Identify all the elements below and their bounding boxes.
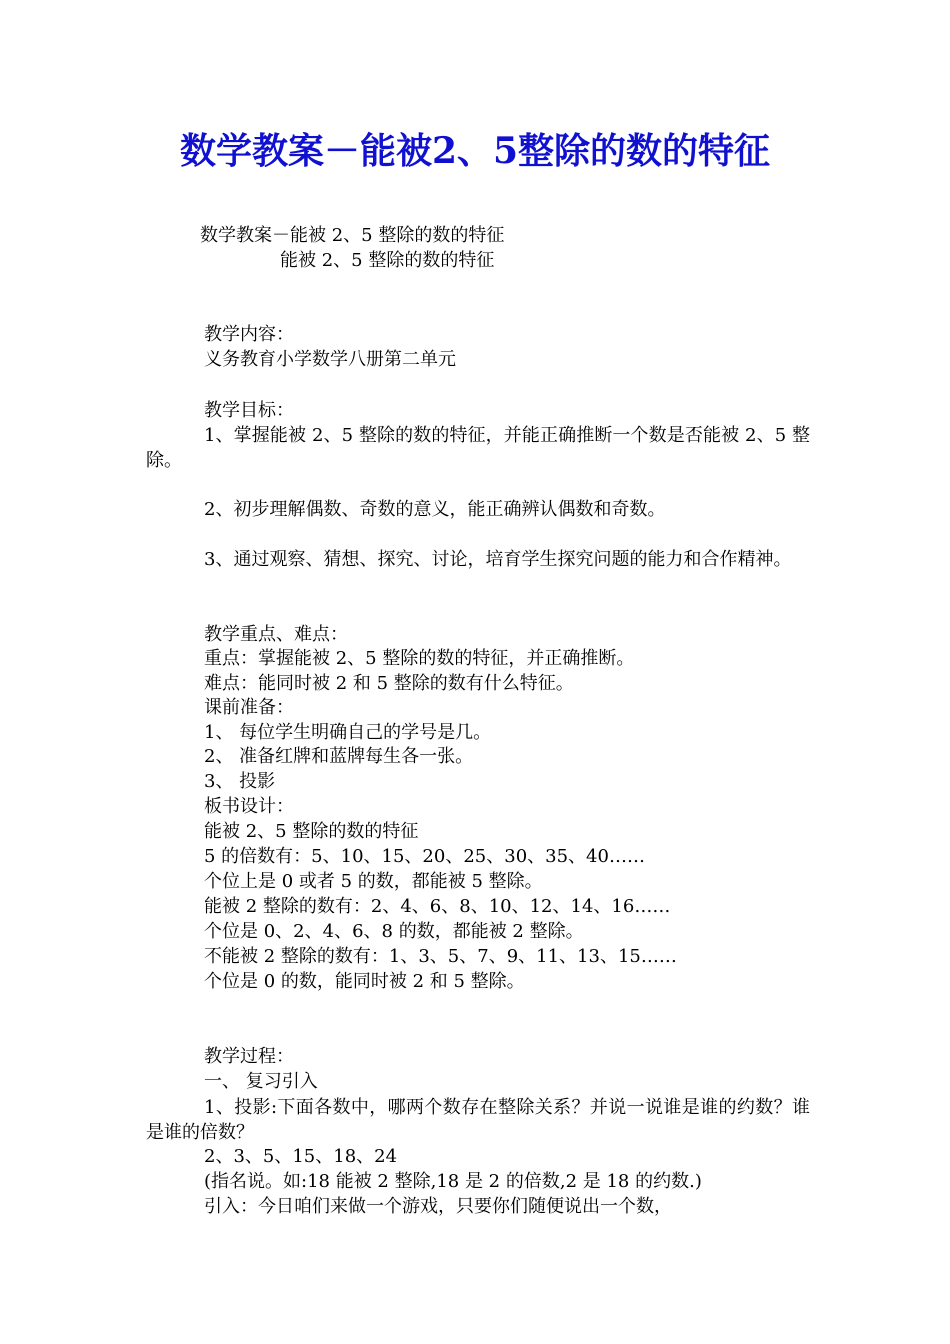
prep-heading: 课前准备： bbox=[204, 697, 294, 718]
prep-item-3: 3、 投影 bbox=[204, 771, 276, 792]
goal-item-1: 1、掌握能被 2、5 整除的数的特征，并能正确推断一个数是否能被 2、5 整除。 bbox=[146, 425, 810, 471]
prep-item-2: 2、 准备红牌和蓝牌每生各一张。 bbox=[204, 746, 474, 767]
board-line-3: 个位上是 0 或者 5 的数，都能被 5 整除。 bbox=[204, 871, 543, 892]
process-item-1: 1、投影:下面各数中，哪两个数存在整除关系？并说一说谁是谁的约数？谁是谁的倍数？ bbox=[146, 1097, 810, 1143]
board-heading: 板书设计： bbox=[204, 796, 294, 817]
process-heading: 教学过程： bbox=[204, 1046, 294, 1067]
prep-item-1: 1、 每位学生明确自己的学号是几。 bbox=[204, 722, 492, 743]
board-line-4: 能被 2 整除的数有：2、4、6、8、10、12、14、16…… bbox=[204, 896, 671, 917]
teaching-goals-heading: 教学目标： bbox=[204, 400, 294, 421]
process-intro: 引入：今日咱们来做一个游戏，只要你们随便说出一个数， bbox=[204, 1196, 672, 1217]
subtitle-line-1: 数学教案－能被 2、5 整除的数的特征 bbox=[200, 225, 505, 246]
process-example: (指名说。如:18 能被 2 整除,18 是 2 的倍数,2 是 18 的约数.) bbox=[204, 1171, 702, 1192]
keypoints-heading: 教学重点、难点： bbox=[204, 624, 348, 645]
teaching-content-text: 义务教育小学数学八册第二单元 bbox=[204, 349, 456, 370]
keypoint-difficult: 难点：能同时被 2 和 5 整除的数有什么特征。 bbox=[204, 673, 574, 694]
board-line-6: 不能被 2 整除的数有：1、3、5、7、9、11、13、15…… bbox=[204, 946, 677, 967]
process-section-1: 一、 复习引入 bbox=[204, 1071, 318, 1092]
goal-item-3: 3、通过观察、猜想、探究、讨论，培育学生探究问题的能力和合作精神。 bbox=[204, 549, 792, 570]
process-numbers: 2、3、5、15、18、24 bbox=[204, 1146, 398, 1167]
document-title: 数学教案－能被2、5整除的数的特征 bbox=[179, 130, 771, 172]
board-line-7: 个位是 0 的数，能同时被 2 和 5 整除。 bbox=[204, 971, 525, 992]
board-line-1: 能被 2、5 整除的数的特征 bbox=[204, 821, 419, 842]
subtitle-line-2: 能被 2、5 整除的数的特征 bbox=[280, 250, 495, 271]
keypoint-key: 重点：掌握能被 2、5 整除的数的特征，并正确推断。 bbox=[204, 648, 635, 669]
teaching-content-heading: 教学内容： bbox=[204, 324, 294, 345]
goal-item-2: 2、初步理解偶数、奇数的意义，能正确辨认偶数和奇数。 bbox=[204, 499, 666, 520]
board-line-2: 5 的倍数有：5、10、15、20、25、30、35、40…… bbox=[204, 846, 645, 867]
board-line-5: 个位是 0、2、4、6、8 的数，都能被 2 整除。 bbox=[204, 921, 584, 942]
